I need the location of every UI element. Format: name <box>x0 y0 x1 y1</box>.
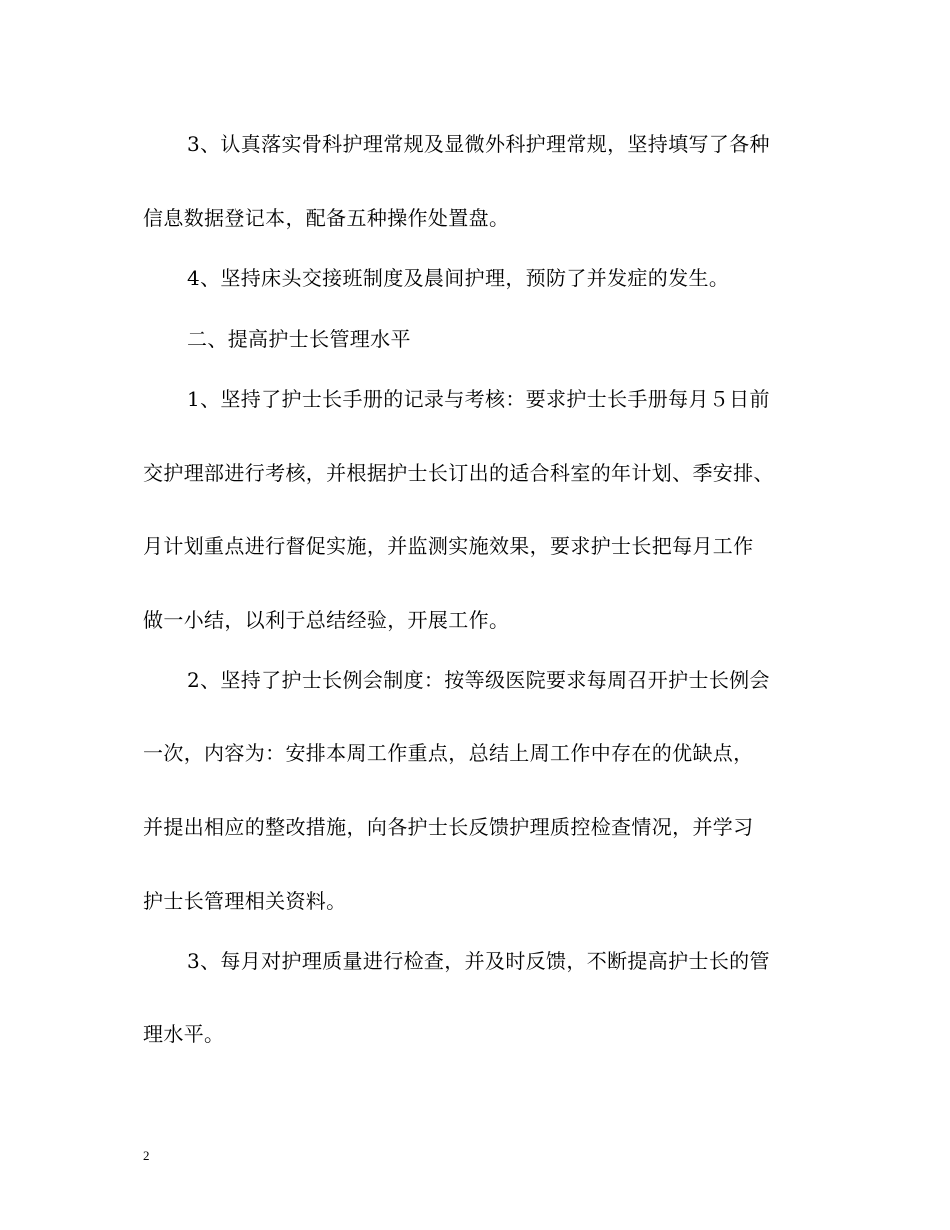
paragraph-line: 4、坚持床头交接班制度及晨间护理，预防了并发症的发生。 <box>187 266 730 290</box>
paragraph-line: 做一小结，以利于总结经验，开展工作。 <box>143 608 510 632</box>
paragraph-line: 信息数据登记本，配备五种操作处置盘。 <box>143 206 510 230</box>
paragraph-line: 理水平。 <box>143 1022 225 1046</box>
paragraph-line: 交护理部进行考核，并根据护士长订出的适合科室的年计划、季安排、 <box>143 461 774 485</box>
paragraph-line: 护士长管理相关资料。 <box>143 889 347 913</box>
paragraph-line: 并提出相应的整改措施，向各护士长反馈护理质控检查情况，并学习 <box>143 815 754 839</box>
paragraph-line: 2、坚持了护士长例会制度：按等级医院要求每周召开护士长例会 <box>187 668 770 692</box>
paragraph-line: 月计划重点进行督促实施，并监测实施效果，要求护士长把每月工作 <box>143 534 754 558</box>
page-number: 2 <box>143 1148 150 1163</box>
paragraph-line: 1、坚持了护士长手册的记录与考核：要求护士长手册每月５日前 <box>187 387 770 411</box>
paragraph-line: 一次，内容为：安排本周工作重点，总结上周工作中存在的优缺点， <box>143 741 754 765</box>
section-heading: 二、提高护士长管理水平 <box>187 327 411 351</box>
paragraph-line: 3、每月对护理质量进行检查，并及时反馈，不断提高护士长的管 <box>187 949 770 973</box>
paragraph-line: 3、认真落实骨科护理常规及显微外科护理常规，坚持填写了各种 <box>187 132 770 156</box>
